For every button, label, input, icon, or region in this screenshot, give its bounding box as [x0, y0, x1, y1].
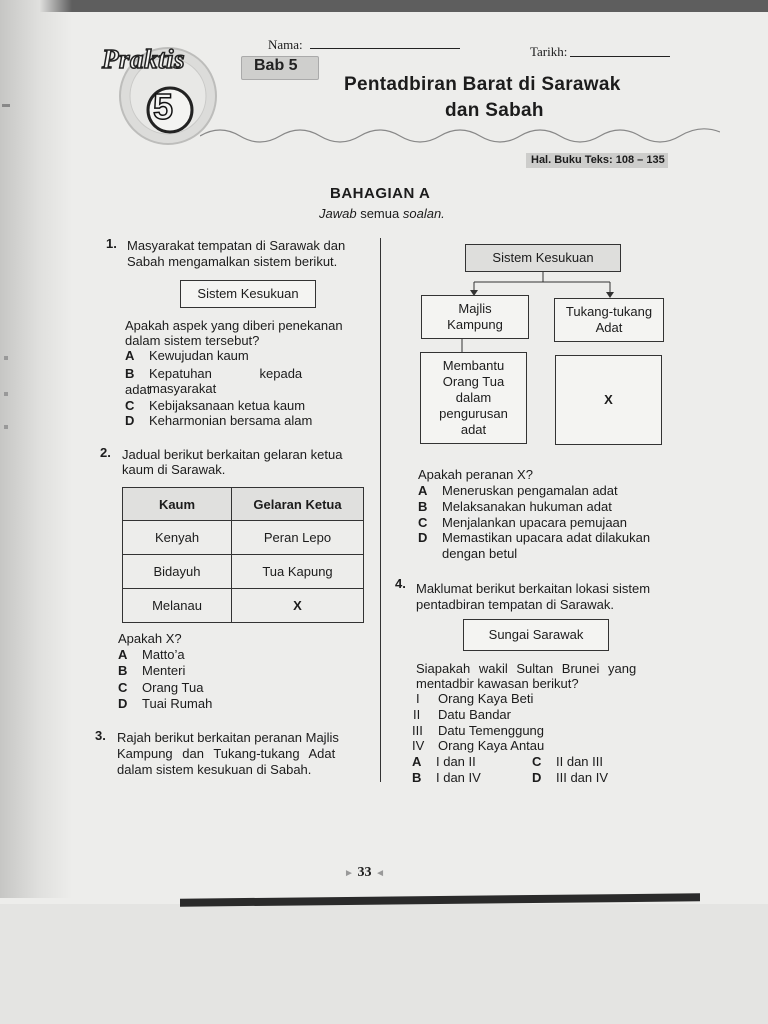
q4-stem-line2: pentadbiran tempatan di Sarawak.: [416, 597, 615, 612]
instruction-jawab: Jawab: [319, 206, 357, 221]
q4-statement-3: III Datu Temenggung: [412, 723, 545, 738]
margin-mark: [4, 392, 8, 396]
q2-cell: Kenyah: [123, 521, 232, 555]
q3-stem-line3: dalam sistem kesukuan di Sabah.: [117, 762, 312, 777]
q4-option-d[interactable]: D III dan IV: [532, 770, 609, 785]
tarikh-line[interactable]: [570, 56, 670, 57]
q1-stem-line2: Sabah mengamalkan sistem berikut.: [127, 254, 338, 269]
q3-stem-line1: Rajah berikut berkaitan peranan Majlis: [117, 730, 339, 745]
q4-ask-line1: Siapakah wakil Sultan Brunei yang: [416, 661, 637, 676]
q3-majlis-kampung: Majlis Kampung: [421, 295, 529, 339]
page-number-footer: [344, 864, 385, 881]
q4-statement-2: II Datu Bandar: [413, 707, 511, 722]
nama-line[interactable]: [310, 48, 460, 49]
q3-left-body: Membantu Orang Tua dalam pengurusan adat: [420, 352, 527, 444]
margin-mark: [2, 104, 10, 107]
section-instruction: [319, 206, 445, 221]
arrow-left-icon: ◄: [375, 868, 386, 879]
q4-statement-4: IV Orang Kaya Antau: [412, 738, 545, 753]
q4-stem-line1: Maklumat berikut berkaitan lokasi sistem: [416, 581, 651, 596]
q3-right-body-x: X: [555, 355, 662, 445]
q1-box: Sistem Kesukuan: [180, 280, 316, 308]
q2-option-d[interactable]: D Tuai Rumah: [118, 696, 213, 711]
q4-number: 4.: [395, 576, 406, 591]
nama-label: Nama:: [268, 37, 303, 52]
q1-option-b-line2: masyarakat: [149, 381, 217, 396]
q1-ask-line2: dalam sistem tersebut?: [125, 333, 260, 348]
q3-stem-line2: Kampung dan Tukang-tukang Adat: [117, 746, 336, 761]
q2-cell: Bidayuh: [123, 555, 232, 589]
q3-option-c[interactable]: C Menjalankan upacara pemujaan: [418, 515, 628, 530]
wavy-divider: [200, 118, 720, 148]
page-underside: [0, 904, 768, 1024]
q3-root-box: Sistem Kesukuan: [465, 244, 621, 272]
q4-option-a[interactable]: A I dan II: [412, 754, 476, 769]
q1-option-b[interactable]: B Kepatuhan kepada adat: [125, 366, 303, 397]
chapter-title-line2: dan Sabah: [445, 100, 544, 121]
q3-tukang-adat: Tukang-tukang Adat: [554, 298, 664, 342]
q1-option-a[interactable]: A Kewujudan kaum: [125, 348, 249, 363]
section-title: BAHAGIAN A: [330, 185, 431, 202]
q2-table: [122, 487, 364, 623]
q1-option-d[interactable]: D Keharmonian bersama alam: [125, 413, 313, 428]
margin-mark: [4, 425, 8, 429]
q1-stem-line1: Masyarakat tempatan di Sarawak dan: [127, 238, 346, 253]
q3-option-d-line2: dengan betul: [442, 546, 518, 561]
q2-ask: Apakah X?: [118, 631, 182, 646]
arrow-right-icon: ►: [344, 868, 354, 879]
q2-option-c[interactable]: C Orang Tua: [118, 680, 204, 695]
q2-number: 2.: [100, 445, 111, 460]
tarikh-label: Tarikh:: [530, 44, 568, 59]
instruction-semua: semua: [360, 206, 400, 221]
instruction-soalan: soalan.: [402, 206, 445, 221]
q1-number: 1.: [106, 236, 117, 251]
praktis-label: Praktis: [102, 44, 186, 74]
q2-header-kaum: Kaum: [123, 488, 232, 521]
q4-option-b[interactable]: B I dan IV: [412, 770, 481, 785]
q3-option-d[interactable]: D Memastikan upacara adat dilakukan: [418, 530, 651, 545]
chapter-title-line1: Pentadbiran Barat di Sarawak: [344, 74, 621, 95]
q1-option-c[interactable]: C Kebijaksanaan ketua kaum: [125, 398, 306, 413]
q2-cell: Tua Kapung: [232, 555, 364, 589]
q2-option-b[interactable]: B Menteri: [118, 663, 186, 678]
page-number: 33: [357, 865, 372, 880]
q2-option-a[interactable]: A Matto’a: [118, 647, 185, 662]
binding-shadow: [0, 0, 72, 898]
q3-option-b[interactable]: B Melaksanakan hukuman adat: [418, 499, 612, 514]
q4-statement-1: I Orang Kaya Beti: [416, 691, 534, 706]
column-divider: [380, 238, 381, 782]
q3-number: 3.: [95, 728, 106, 743]
margin-mark: [4, 356, 8, 360]
q2-stem-line2: kaum di Sarawak.: [122, 462, 226, 477]
q4-box: Sungai Sarawak: [463, 619, 609, 651]
q4-option-c[interactable]: C II dan III: [532, 754, 603, 769]
q1-ask-line1: Apakah aspek yang diberi penekanan: [125, 318, 343, 333]
q2-stem-line1: Jadual berikut berkaitan gelaran ketua: [122, 447, 343, 462]
q2-cell: Peran Lepo: [232, 521, 364, 555]
q3-option-a[interactable]: A Meneruskan pengamalan adat: [418, 483, 618, 498]
q2-cell: X: [232, 589, 364, 623]
q4-ask-line2: mentadbir kawasan berikut?: [416, 676, 579, 691]
q2-cell: Melanau: [123, 589, 232, 623]
q3-ask: Apakah peranan X?: [418, 467, 533, 482]
praktis-number: 5: [153, 86, 174, 127]
hal-buku-teks: Hal. Buku Teks: 108 – 135: [531, 154, 665, 166]
bab-label: Bab 5: [254, 57, 298, 74]
q2-header-gelaran: Gelaran Ketua: [232, 488, 364, 521]
